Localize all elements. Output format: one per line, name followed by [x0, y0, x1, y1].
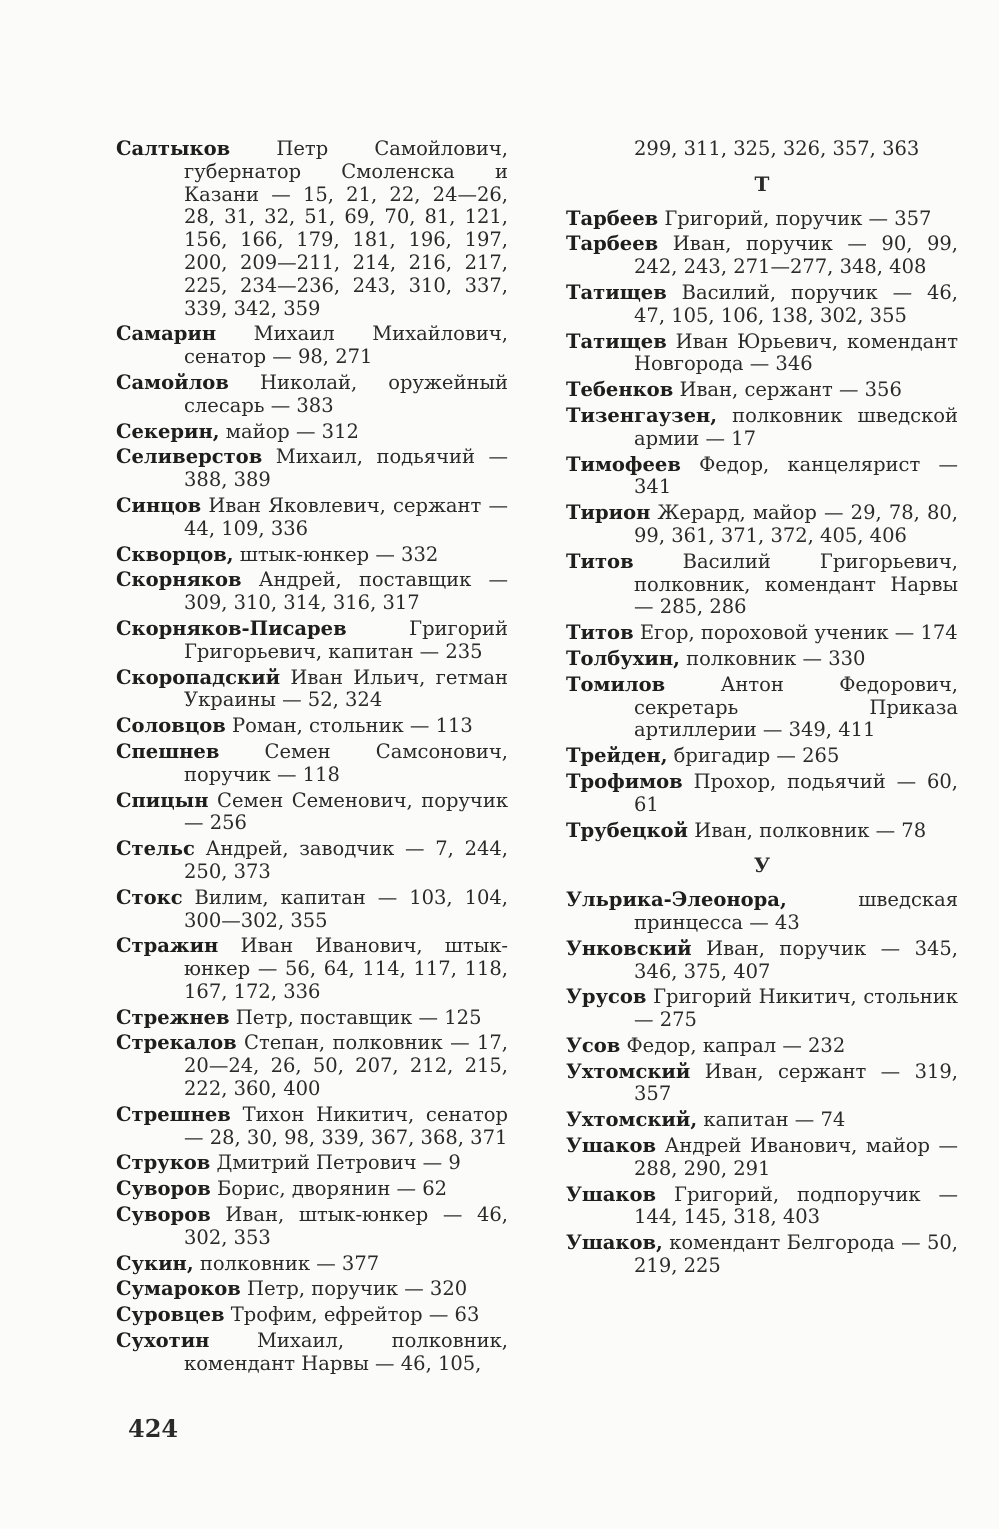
entry-headword: Скорняков-Писарев: [116, 616, 347, 640]
entry-headword: Секерин,: [116, 419, 220, 443]
index-entry: [116, 1152, 508, 1175]
index-entry: [566, 405, 958, 451]
index-entry: [116, 790, 508, 836]
index-entry: [566, 233, 958, 279]
index-entry: [566, 938, 958, 984]
index-entry: [566, 771, 958, 817]
index-entry: [566, 1232, 958, 1278]
index-entry: [116, 372, 508, 418]
index-entry: [566, 208, 958, 231]
entry-text: Григорий Никитич, стольник — 275: [634, 985, 958, 1032]
index-entry: [116, 323, 508, 369]
entry-headword: Титов: [566, 549, 634, 573]
entry-headword: Трубецкой: [566, 818, 688, 842]
entry-headword: Сухотин: [116, 1329, 210, 1353]
entry-text: Иван Ильич, гетман Украины — 52, 324: [184, 665, 508, 712]
entry-text: Иван, полковник — 78: [688, 818, 927, 842]
entry-headword: Селиверстов: [116, 445, 263, 469]
entry-headword: Томилов: [566, 672, 666, 696]
entry-headword: Стражин: [116, 934, 219, 958]
index-entry: [566, 889, 958, 935]
index-entry: [116, 1330, 508, 1376]
entry-headword: Ушаков,: [566, 1231, 663, 1255]
index-entry: [116, 1032, 508, 1100]
index-entry: [566, 1135, 958, 1181]
index-entry: [566, 648, 958, 671]
entry-text: шведская принцесса — 43: [634, 888, 958, 934]
index-entry: [116, 935, 508, 1003]
entry-text: Михаил, подьячий — 388, 389: [184, 445, 508, 492]
index-entry: [116, 1104, 508, 1150]
entry-text: Иван, поручик — 90, 99, 242, 243, 271—277, 348, 408: [634, 232, 958, 279]
entry-headword: Спешнев: [116, 739, 220, 763]
index-entry: [566, 502, 958, 548]
entry-text: майор — 312: [219, 419, 359, 443]
entry-headword: Синцов: [116, 493, 202, 517]
index-entry: [566, 379, 958, 402]
entry-text: полковник — 330: [679, 646, 866, 670]
entry-headword: Суворов: [116, 1177, 211, 1201]
entry-headword: Татищев: [566, 329, 667, 353]
entry-headword: Трофимов: [566, 769, 683, 793]
entry-headword: Ушаков: [566, 1134, 657, 1158]
index-entry: [116, 421, 508, 444]
index-entry: [116, 618, 508, 664]
entry-headword: Усов: [566, 1033, 621, 1057]
entry-headword: Салтыков: [116, 137, 231, 160]
index-entry: [566, 745, 958, 768]
entry-headword: Ульрика-Элеонора,: [566, 888, 787, 912]
entry-text: Иван, сержант — 319, 357: [634, 1059, 958, 1106]
entry-headword: Самарин: [116, 322, 217, 346]
entry-headword: Стрешнев: [116, 1102, 231, 1126]
entry-headword: Урусов: [566, 985, 647, 1009]
entry-text: Михаил Михайлович, сенатор — 98, 271: [184, 322, 508, 369]
entry-text: Тихон Никитич, сенатор — 28, 30, 98, 339, 367, 368, 371: [184, 1102, 508, 1149]
entry-text: Прохор, подьячий — 60, 61: [634, 769, 958, 816]
entry-headword: Стельс: [116, 837, 195, 861]
index-entry: [116, 1007, 508, 1030]
entry-headword: Тизенгаузен,: [566, 403, 718, 427]
entry-headword: Сукин,: [116, 1251, 194, 1275]
index-entry: [566, 1184, 958, 1230]
index-entry: [116, 495, 508, 541]
entry-text: Василий Григорьевич, полковник, комендант Нарвы — 285, 286: [633, 549, 958, 619]
entry-text: Николай, оружейный слесарь — 383: [184, 370, 508, 417]
entry-text: Андрей, поставщик — 309, 310, 314, 316, 317: [184, 568, 508, 615]
entry-text: комендант Белгорода — 50, 219, 225: [634, 1231, 958, 1278]
index-entry: [566, 820, 958, 843]
entry-headword: Стокс: [116, 885, 183, 909]
entry-headword: Тебенков: [566, 378, 674, 402]
entry-headword: Струков: [116, 1151, 211, 1175]
entry-headword: Трейден,: [566, 744, 668, 768]
entry-text: Иван, сержант — 356: [673, 378, 902, 402]
entry-text: Андрей Иванович, майор — 288, 290, 291: [634, 1134, 958, 1180]
index-entry: [116, 1253, 508, 1276]
index-entry: [566, 622, 958, 645]
entry-headword: Тирион: [566, 501, 651, 525]
entry-text: полковник шведской армии — 17: [634, 403, 958, 450]
entry-text: Иван, штык-юнкер — 46, 302, 353: [184, 1203, 508, 1249]
entry-headword: Ушаков: [566, 1182, 657, 1206]
entry-headword: Самойлов: [116, 370, 229, 394]
entry-headword: Стрежнев: [116, 1005, 230, 1029]
page-number: 424: [128, 1414, 179, 1443]
entry-text: Михаил, полковник, комендант Нарвы — 46, 105,: [184, 1329, 508, 1375]
entry-text: Семен Семенович, поручик — 256: [184, 788, 508, 835]
index-entry: [116, 838, 508, 884]
index-entry: [566, 331, 958, 377]
entry-text: Петр, поручик — 320: [240, 1277, 468, 1301]
entry-text: бригадир — 265: [667, 744, 840, 768]
entry-text: Борис, дворянин — 62: [210, 1177, 448, 1201]
entry-text: Жерард, майор — 29, 78, 80, 99, 361, 371, 372, 405, 406: [634, 501, 958, 547]
entry-headword: Унковский: [566, 936, 692, 960]
entry-headword: Суровцев: [116, 1303, 225, 1327]
entry-text: Дмитрий Петрович — 9: [210, 1151, 461, 1175]
entry-text: Петр, поставщик — 125: [229, 1005, 482, 1029]
index-entry: [116, 1178, 508, 1201]
index-entry: [116, 569, 508, 615]
entry-headword: Соловцов: [116, 714, 226, 738]
continued-entry: 299, 311, 325, 326, 357, 363: [634, 137, 920, 160]
index-entry: [566, 1061, 958, 1107]
entry-text: Федор, канцелярист — 341: [634, 452, 958, 499]
entry-headword: Спицын: [116, 788, 209, 812]
left-column: [116, 138, 508, 1379]
entry-headword: Тимофеев: [566, 452, 681, 476]
entry-text: Иван, поручик — 345, 346, 375, 407: [634, 936, 958, 983]
entry-headword: Стрекалов: [116, 1031, 237, 1055]
entry-headword: Скоропадский: [116, 665, 281, 689]
entry-text: Семен Самсонович, поручик — 118: [184, 739, 508, 786]
index-entry: [566, 454, 958, 500]
index-entry: [566, 986, 958, 1032]
entry-text: Василий, поручик — 46, 47, 105, 106, 138, 302, 355: [634, 280, 958, 327]
entry-headword: Тарбеев: [566, 206, 659, 230]
index-entry: [116, 1204, 508, 1250]
entry-headword: Скорняков: [116, 568, 242, 592]
entry-text: Петр Самойлович, губернатор Смоленска и Казани — 15, 21, 22, 24—26, 28, 31, 32, 51, 69, 70, 81, 121, 156, 166, 179, 181, 196, 197, 200, 209—211, 214, 216, 217, 225, 234—236, 243, 310, 337, 339, 342, 359: [184, 137, 508, 320]
index-entry: [116, 1304, 508, 1327]
entry-headword: Татищев: [566, 280, 667, 304]
entry-headword: Толбухин,: [566, 646, 680, 670]
right-column: [566, 138, 958, 1281]
entry-text: Иван Яковлевич, сержант — 44, 109, 336: [184, 493, 508, 540]
index-entry: [116, 544, 508, 567]
entry-headword: Скворцов,: [116, 542, 234, 566]
entry-headword: Суворов: [116, 1203, 211, 1227]
entry-text: Степан, полковник — 17, 20—24, 26, 50, 207, 212, 215, 222, 360, 400: [184, 1031, 508, 1101]
entry-text: Трофим, ефрейтор — 63: [224, 1303, 480, 1327]
entry-text: Григорий Григорьевич, капитан — 235: [184, 616, 508, 663]
entry-text: полковник — 377: [193, 1251, 380, 1275]
entry-headword: Сумароков: [116, 1277, 241, 1301]
index-entry: [116, 715, 508, 738]
index-entry: [566, 1109, 958, 1132]
index-entry: [116, 1278, 508, 1301]
entry-text: Иван Юрьевич, комендант Новгорода — 346: [634, 329, 958, 376]
index-entry: [566, 551, 958, 619]
section-letter-u: У: [753, 853, 771, 878]
entry-text: Григорий, подпоручик — 144, 145, 318, 403: [634, 1182, 958, 1229]
index-entry: [566, 282, 958, 328]
entry-headword: Ухтомский,: [566, 1108, 698, 1132]
entry-text: Роман, стольник — 113: [225, 714, 473, 738]
entry-headword: Титов: [566, 621, 634, 645]
entry-text: капитан — 74: [697, 1108, 846, 1132]
entry-text: Егор, пороховой ученик — 174: [633, 621, 958, 645]
index-entry: [566, 1035, 958, 1058]
entry-text: Иван Иванович, штык-юнкер — 56, 64, 114, 117, 118, 167, 172, 336: [184, 934, 508, 1003]
section-letter-t: Т: [754, 171, 770, 196]
entry-text: штык-юнкер — 332: [233, 542, 439, 566]
entry-headword: Ухтомский: [566, 1059, 691, 1083]
entry-text: Вилим, капитан — 103, 104, 300—302, 355: [182, 885, 508, 932]
entry-text: Григорий, поручик — 357: [658, 206, 932, 230]
index-entry: [116, 887, 508, 933]
entry-text: Андрей, заводчик — 7, 244, 250, 373: [184, 837, 508, 883]
index-entry: [116, 138, 508, 320]
entry-text: Антон Федорович, секретарь Приказа артиллерии — 349, 411: [634, 672, 958, 742]
index-entry: [116, 667, 508, 713]
index-entry: [116, 446, 508, 492]
index-entry: [566, 674, 958, 742]
entry-headword: Тарбеев: [566, 232, 659, 256]
entry-text: Федор, капрал — 232: [620, 1033, 846, 1057]
index-entry: [116, 741, 508, 787]
